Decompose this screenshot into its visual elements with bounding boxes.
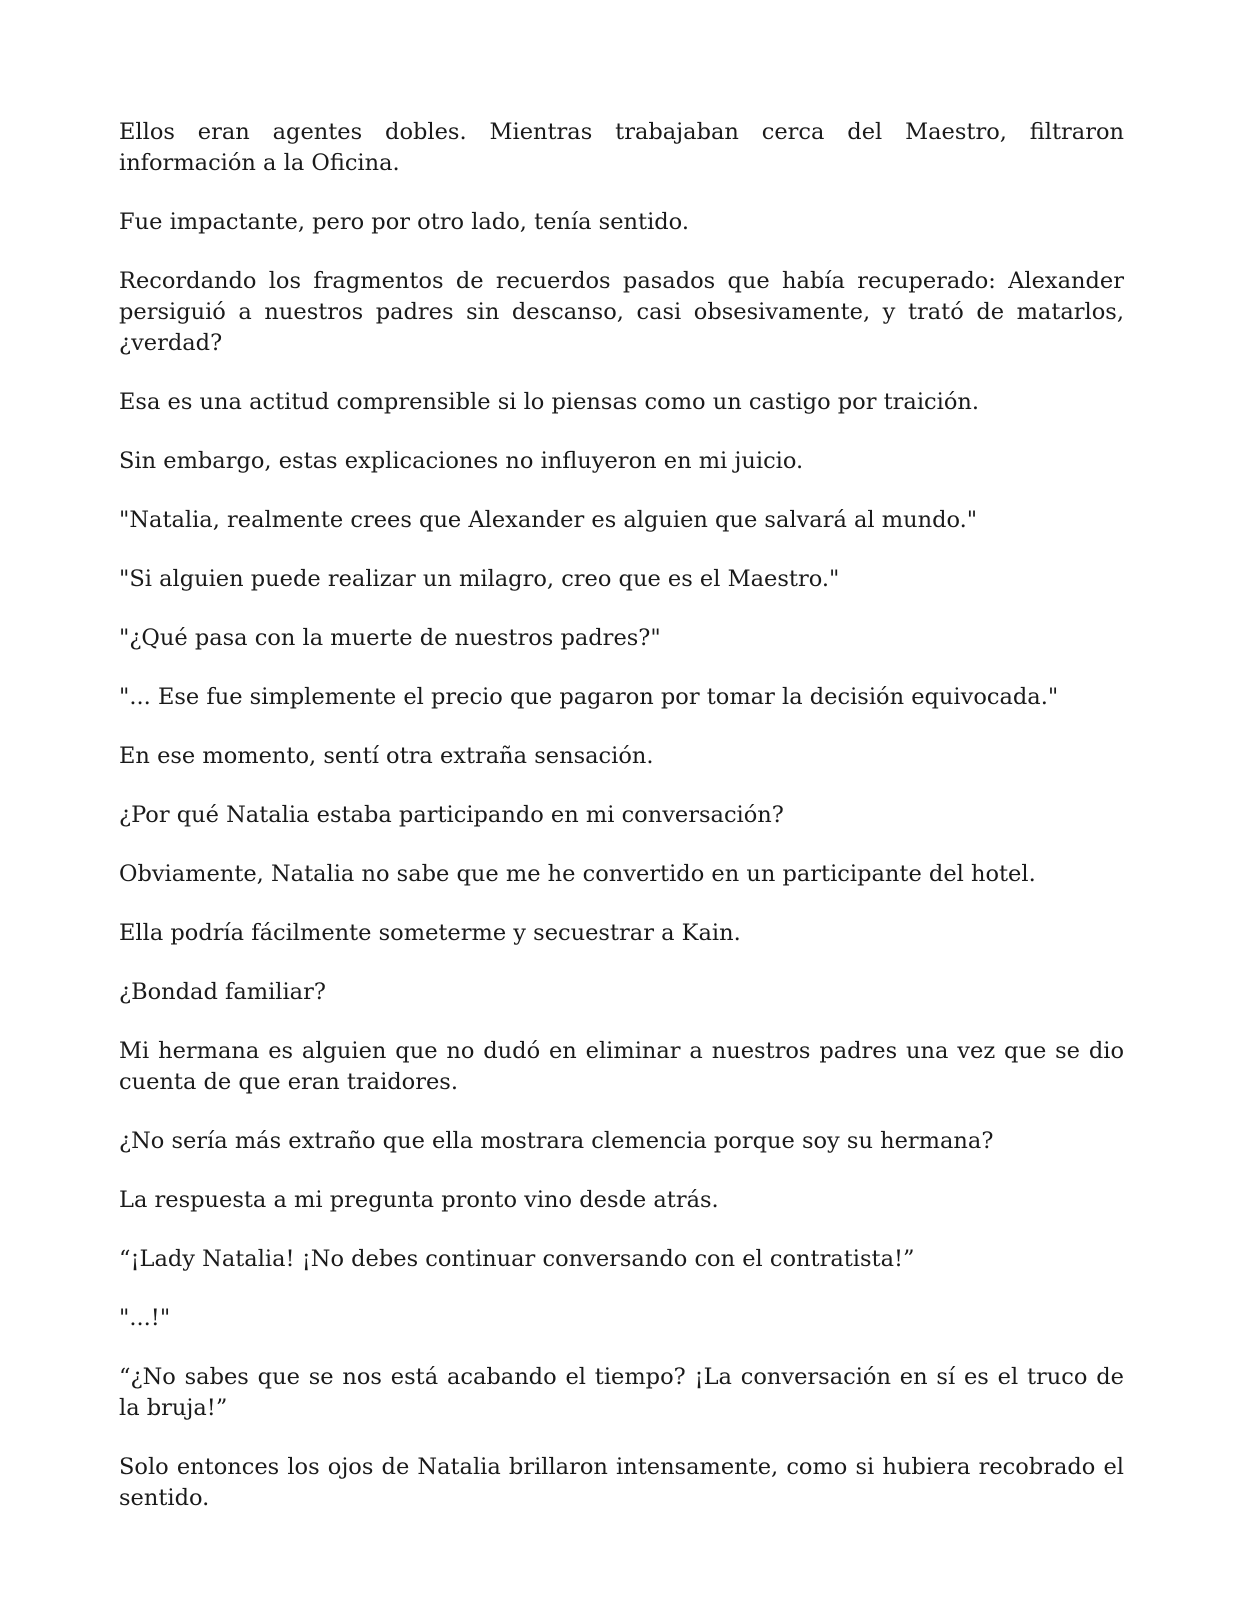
- paragraph: Esa es una actitud comprensible si lo piensas como un castigo por traición.: [119, 389, 980, 415]
- paragraph: ¿Por qué Natalia estaba participando en mi conversación?: [119, 802, 784, 828]
- paragraph: La respuesta a mi pregunta pronto vino desde atrás.: [119, 1187, 719, 1213]
- paragraph: "Natalia, realmente crees que Alexander es alguien que salvará al mundo.": [119, 507, 978, 533]
- paragraph: ¿Bondad familiar?: [119, 979, 326, 1005]
- paragraph: Ellos eran agentes dobles. Mientras trabajaban cerca del Maestro, filtraron información a la Oficina.: [119, 119, 1124, 176]
- paragraph: "...!": [119, 1305, 171, 1331]
- paragraph: Fue impactante, pero por otro lado, tenía sentido.: [119, 209, 689, 235]
- paragraph: “¡Lady Natalia! ¡No debes continuar conversando con el contratista!”: [119, 1246, 915, 1272]
- paragraph: Solo entonces los ojos de Natalia brillaron intensamente, como si hubiera recobrado el sentido.: [119, 1454, 1124, 1511]
- paragraph: ¿No sería más extraño que ella mostrara clemencia porque soy su hermana?: [119, 1128, 994, 1154]
- paragraph: Ella podría fácilmente someterme y secuestrar a Kain.: [119, 920, 741, 946]
- paragraph: Mi hermana es alguien que no dudó en eliminar a nuestros padres una vez que se dio cuenta de que eran traidores.: [119, 1038, 1124, 1095]
- paragraph: Recordando los fragmentos de recuerdos pasados que había recuperado: Alexander persiguió a nuestros padres sin descanso, casi obsesivamente, y trató de matarlos, ¿verdad?: [119, 268, 1124, 356]
- document-body: [119, 117, 1124, 1542]
- paragraph: "Si alguien puede realizar un milagro, creo que es el Maestro.": [119, 566, 840, 592]
- paragraph: "... Ese fue simplemente el precio que pagaron por tomar la decisión equivocada.": [119, 684, 1059, 710]
- paragraph: “¿No sabes que se nos está acabando el tiempo? ¡La conversación en sí es el truco de la bruja!”: [119, 1364, 1124, 1421]
- paragraph: "¿Qué pasa con la muerte de nuestros padres?": [119, 625, 661, 651]
- paragraph: En ese momento, sentí otra extraña sensación.: [119, 743, 654, 769]
- paragraph: Sin embargo, estas explicaciones no influyeron en mi juicio.: [119, 448, 804, 474]
- paragraph: Obviamente, Natalia no sabe que me he convertido en un participante del hotel.: [119, 861, 1036, 887]
